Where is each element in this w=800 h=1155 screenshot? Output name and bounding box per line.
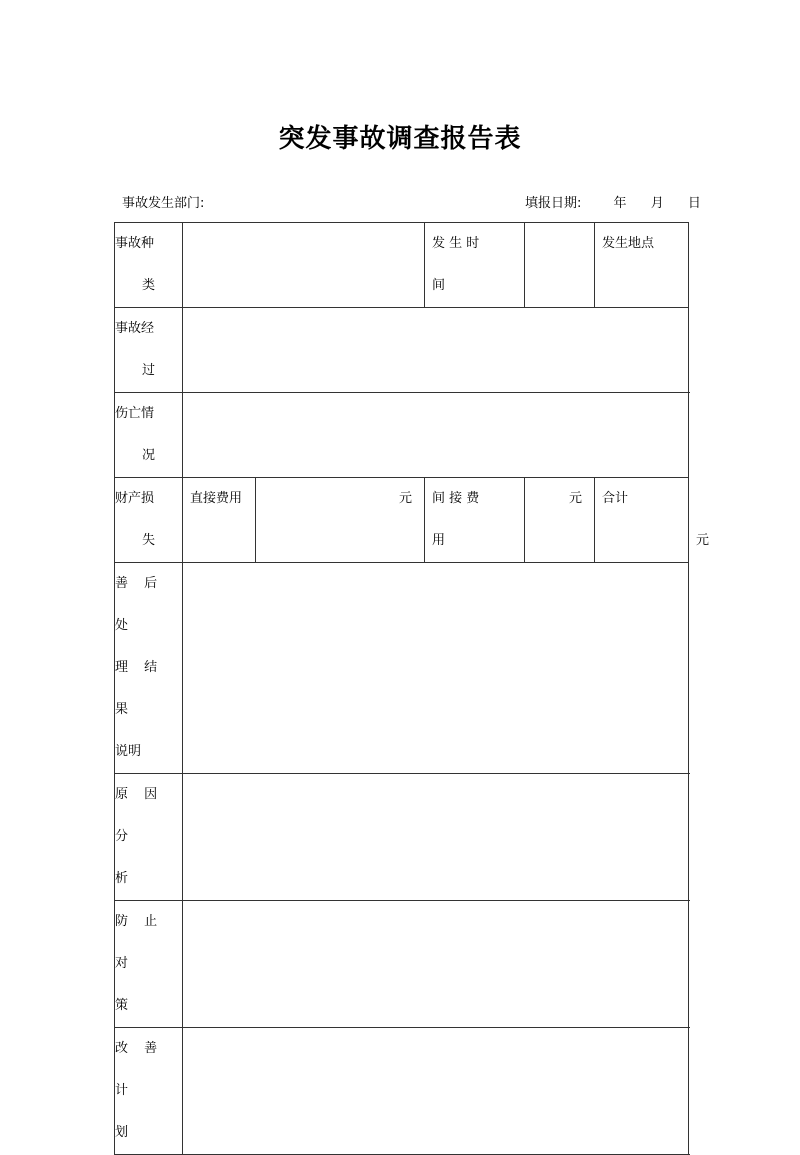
field-aftermath[interactable] [183, 563, 689, 774]
field-process[interactable] [183, 308, 689, 393]
label-direct-cost: 直接费用 [183, 478, 256, 563]
label-improvement-plan: 改 善 计 划 [115, 1028, 183, 1155]
field-improvement-plan[interactable] [183, 1028, 689, 1155]
label-property-loss: 财产损 失 [115, 478, 183, 563]
field-incident-type[interactable] [183, 223, 425, 308]
row-cause [115, 774, 689, 901]
label-place: 发生地点 [595, 223, 689, 308]
field-prevention[interactable] [183, 901, 689, 1028]
row-improvement [115, 1028, 689, 1155]
label-indirect-cost: 间 接 费 用 [425, 478, 525, 563]
label-aftermath: 善 后 处 理 结 果 说明 [115, 563, 183, 774]
label-total: 合计 [595, 478, 689, 563]
department-label: 事故发生部门: [122, 196, 205, 211]
date-day: 日 [687, 196, 701, 211]
field-time[interactable] [525, 223, 595, 308]
field-direct-cost[interactable]: 元 [256, 478, 425, 563]
report-date-row [525, 192, 701, 211]
label-incident-type: 事故种 类 [115, 223, 183, 308]
label-process: 事故经 过 [115, 308, 183, 393]
row-prevention [115, 901, 689, 1028]
page-title: 突发事故调查报告表 [278, 124, 522, 154]
field-cause-analysis[interactable] [183, 774, 689, 901]
label-casualty: 伤亡情 况 [115, 393, 183, 478]
row-process [115, 308, 689, 393]
label-time: 发 生 时 间 [425, 223, 525, 308]
report-date-label: 填报日期: [525, 196, 582, 211]
date-month: 月 [650, 196, 664, 211]
row-type [115, 223, 689, 308]
field-indirect-cost[interactable]: 元 [525, 478, 595, 563]
incident-report-table [114, 222, 710, 1155]
label-prevention: 防 止 对 策 [115, 901, 183, 1028]
date-year: 年 [613, 196, 627, 211]
field-casualty[interactable] [183, 393, 689, 478]
row-aftermath [115, 563, 689, 774]
label-cause-analysis: 原 因 分 析 [115, 774, 183, 901]
row-property-loss: 财产损 失 直接费用 元 间 接 费 用 元 合计 元 [115, 478, 689, 563]
row-casualty [115, 393, 689, 478]
